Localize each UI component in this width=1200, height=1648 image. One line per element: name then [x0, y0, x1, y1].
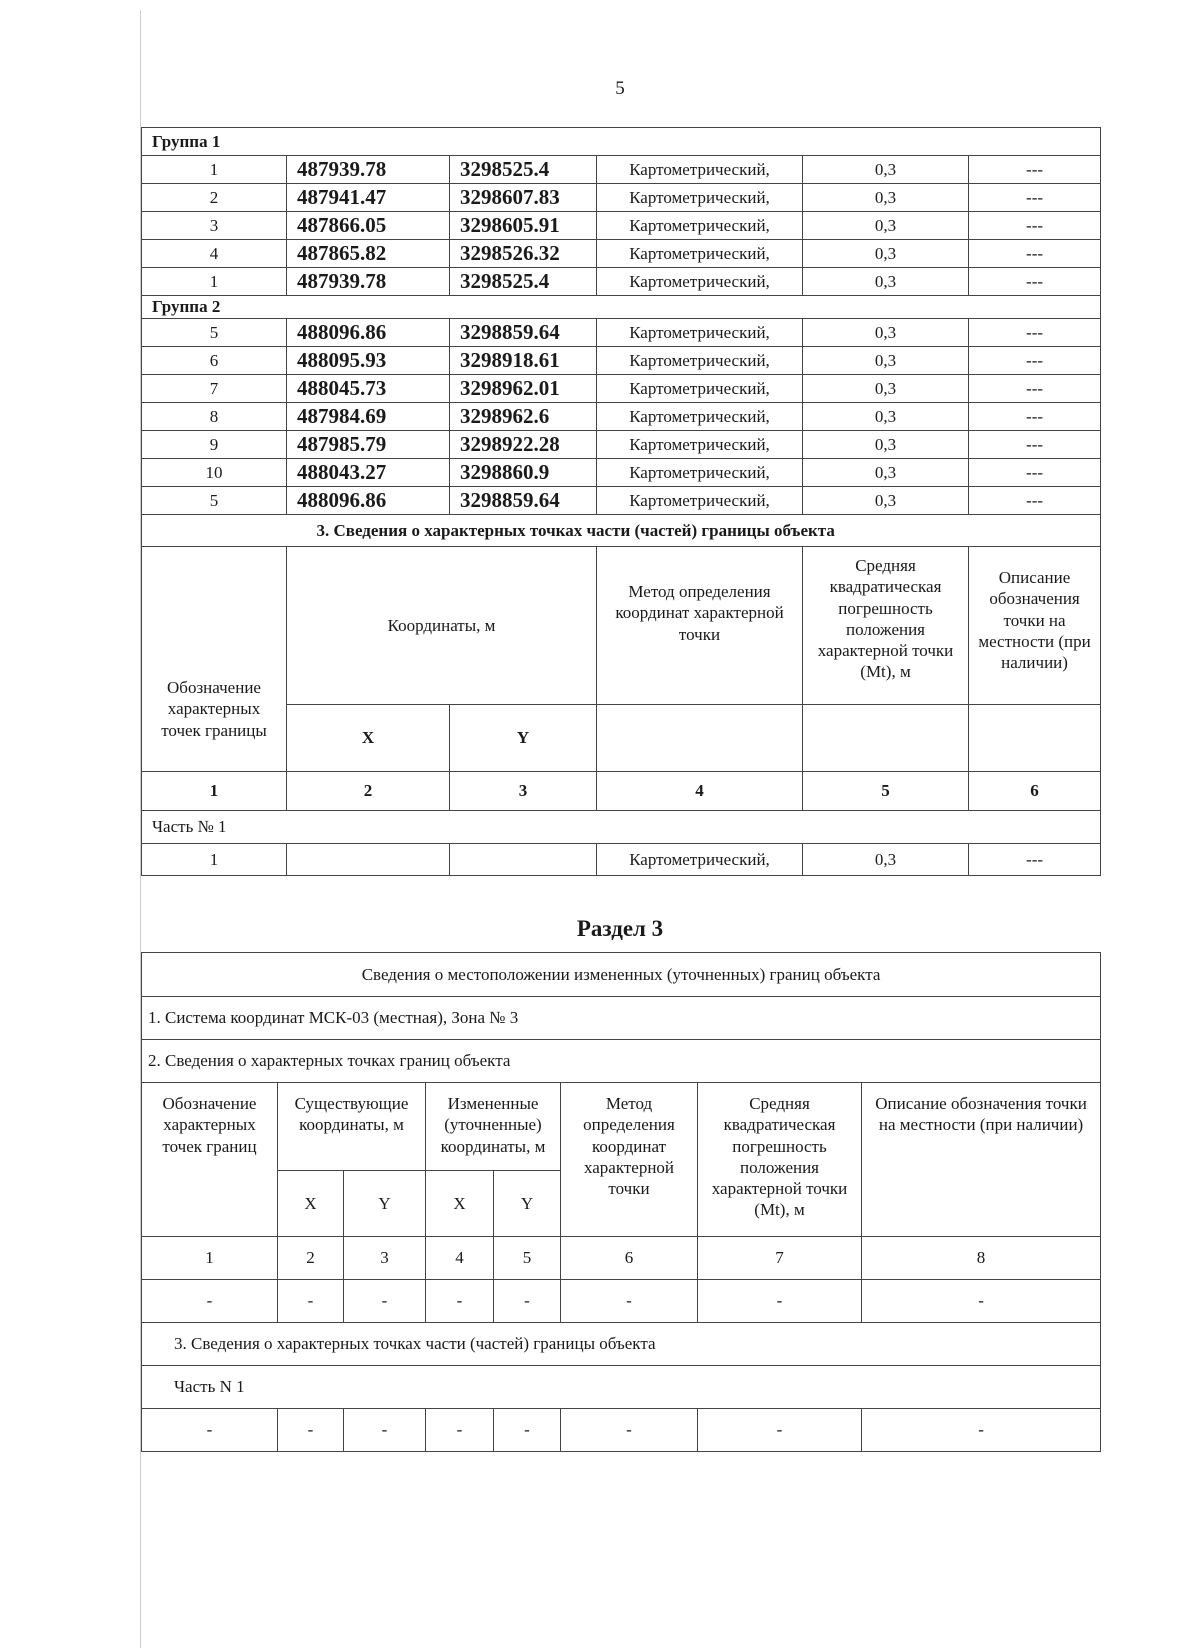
- col-number: 6: [969, 772, 1101, 811]
- empty-cell: -: [561, 1280, 698, 1323]
- table-row: [142, 347, 1101, 375]
- coord-system-row: [142, 997, 1101, 1040]
- coord-y: 3298922.28: [450, 431, 597, 459]
- part-header-row: [142, 1366, 1101, 1409]
- method: Картометрический,: [597, 347, 803, 375]
- description: ---: [969, 459, 1101, 487]
- empty-cell: -: [344, 1280, 426, 1323]
- description: ---: [969, 347, 1101, 375]
- section-title: Раздел 3: [576, 916, 664, 941]
- table-row: [142, 1409, 1101, 1452]
- empty-cell: -: [698, 1409, 862, 1452]
- table-row: [142, 375, 1101, 403]
- coord-x: 488096.86: [287, 487, 450, 515]
- empty-cell: -: [494, 1280, 561, 1323]
- changed-boundaries-table: [141, 952, 1101, 1452]
- accuracy: 0,3: [803, 156, 969, 184]
- description: ---: [969, 431, 1101, 459]
- method: Картометрический,: [597, 375, 803, 403]
- coord-y: 3298525.4: [450, 268, 597, 296]
- coord-x: 487941.47: [287, 184, 450, 212]
- description: ---: [969, 487, 1101, 515]
- col-number: 4: [426, 1237, 494, 1280]
- accuracy: 0,3: [803, 431, 969, 459]
- header-y: Y: [344, 1171, 426, 1237]
- page-number: 5: [615, 78, 625, 99]
- point-number: 5: [142, 319, 287, 347]
- method: Картометрический,: [597, 487, 803, 515]
- point-number: 3: [142, 212, 287, 240]
- points-title-row: [142, 1040, 1101, 1083]
- table-row: [142, 240, 1101, 268]
- header-y: Y: [450, 705, 597, 772]
- table-row: [142, 156, 1101, 184]
- empty-cell: -: [862, 1280, 1101, 1323]
- boundary-points-table: [141, 127, 1101, 876]
- table-row: [142, 431, 1101, 459]
- description: ---: [969, 375, 1101, 403]
- accuracy: 0,3: [803, 184, 969, 212]
- coord-x: 487865.82: [287, 240, 450, 268]
- coord-y: 3298607.83: [450, 184, 597, 212]
- description: ---: [969, 156, 1101, 184]
- points-title: 2. Сведения о характерных точках границ объекта: [142, 1040, 1101, 1083]
- column-numbers-row: [142, 772, 1101, 811]
- table-caption: Сведения о местоположении измененных (уточненных) границ объекта: [142, 953, 1101, 997]
- coord-y: 3298918.61: [450, 347, 597, 375]
- part-label: Часть N 1: [142, 1366, 1101, 1409]
- table-row: [142, 184, 1101, 212]
- method: Картометрический,: [597, 403, 803, 431]
- coord-y: 3298526.32: [450, 240, 597, 268]
- col-number: 4: [597, 772, 803, 811]
- method: Картометрический,: [597, 319, 803, 347]
- coord-y: 3298525.4: [450, 156, 597, 184]
- header-row: [142, 547, 1101, 705]
- part-header-row: [142, 811, 1101, 844]
- point-number: 9: [142, 431, 287, 459]
- coord-x: 488045.73: [287, 375, 450, 403]
- point-number: 4: [142, 240, 287, 268]
- header-x: X: [287, 705, 450, 772]
- coord-y: 3298860.9: [450, 459, 597, 487]
- table-row: [142, 403, 1101, 431]
- coord-y: 3298962.01: [450, 375, 597, 403]
- group-label: Группа 1: [142, 128, 1101, 156]
- header-designation: Обозначение характерных точек границы: [142, 547, 287, 772]
- coord-x: 488095.93: [287, 347, 450, 375]
- col-number: 8: [862, 1237, 1101, 1280]
- header-coordinates: Координаты, м: [287, 547, 597, 705]
- header-x: X: [278, 1171, 344, 1237]
- coord-y: 3298605.91: [450, 212, 597, 240]
- empty-cell: -: [561, 1409, 698, 1452]
- coord-x: 487939.78: [287, 268, 450, 296]
- method: Картометрический,: [597, 184, 803, 212]
- header-method: Метод определения координат характерной точки: [561, 1083, 698, 1237]
- accuracy: 0,3: [803, 459, 969, 487]
- empty-cell: -: [278, 1409, 344, 1452]
- description: ---: [969, 403, 1101, 431]
- accuracy: 0,3: [803, 844, 969, 876]
- accuracy: 0,3: [803, 347, 969, 375]
- accuracy: 0,3: [803, 487, 969, 515]
- point-number: 5: [142, 487, 287, 515]
- empty-cell: -: [142, 1409, 278, 1452]
- description: ---: [969, 319, 1101, 347]
- coord-y: [450, 844, 597, 876]
- method: Картометрический,: [597, 240, 803, 268]
- table-row: [142, 1280, 1101, 1323]
- point-number: 2: [142, 184, 287, 212]
- group-header-row: [142, 296, 1101, 319]
- header-row: [142, 1083, 1101, 1171]
- accuracy: 0,3: [803, 375, 969, 403]
- col-number: 5: [803, 772, 969, 811]
- header-method: Метод определения координат характерной точки: [597, 547, 803, 705]
- point-number: 1: [142, 268, 287, 296]
- table-row: [142, 487, 1101, 515]
- method: Картометрический,: [597, 844, 803, 876]
- header-accuracy: Средняя квадратическая погрешность положения характерной точки (Mt), м: [803, 547, 969, 705]
- empty-cell: -: [278, 1280, 344, 1323]
- group-header-row: [142, 128, 1101, 156]
- point-number: 6: [142, 347, 287, 375]
- parts-section-title: 3. Сведения о характерных точках части (частей) границы объекта: [287, 515, 1101, 547]
- accuracy: 0,3: [803, 268, 969, 296]
- coord-x: 487985.79: [287, 431, 450, 459]
- coord-y: 3298859.64: [450, 487, 597, 515]
- header-designation: Обозначение характерных точек границ: [142, 1083, 278, 1237]
- description: ---: [969, 268, 1101, 296]
- description: ---: [969, 844, 1101, 876]
- col-number: 5: [494, 1237, 561, 1280]
- empty-cell: -: [698, 1280, 862, 1323]
- empty-cell: -: [862, 1409, 1101, 1452]
- parts-title-row: [142, 1323, 1101, 1366]
- header-description: Описание обозначения точки на местности (при наличии): [862, 1083, 1101, 1237]
- empty-cell: -: [494, 1409, 561, 1452]
- col-number: 6: [561, 1237, 698, 1280]
- empty-cell: -: [344, 1409, 426, 1452]
- parts-section-title: 3. Сведения о характерных точках части (частей) границы объекта: [142, 1323, 1101, 1366]
- header-y: Y: [494, 1171, 561, 1237]
- point-number: 1: [142, 844, 287, 876]
- coord-x: 487939.78: [287, 156, 450, 184]
- point-number: 7: [142, 375, 287, 403]
- empty-cell: -: [426, 1409, 494, 1452]
- coord-system: 1. Система координат МСК-03 (местная), Зона № 3: [142, 997, 1101, 1040]
- parts-title-row: [142, 515, 1101, 547]
- header-changed-coords: Измененные (уточненные) координаты, м: [426, 1083, 561, 1171]
- method: Картометрический,: [597, 459, 803, 487]
- header-existing-coords: Существующие координаты, м: [278, 1083, 426, 1171]
- coord-y: 3298962.6: [450, 403, 597, 431]
- empty-cell: -: [426, 1280, 494, 1323]
- group-label: Группа 2: [142, 296, 1101, 319]
- table-row: [142, 459, 1101, 487]
- col-number: 1: [142, 772, 287, 811]
- point-number: 8: [142, 403, 287, 431]
- method: Картометрический,: [597, 268, 803, 296]
- point-number: 1: [142, 156, 287, 184]
- table-row: [142, 212, 1101, 240]
- col-number: 2: [278, 1237, 344, 1280]
- coord-y: 3298859.64: [450, 319, 597, 347]
- header-x: X: [426, 1171, 494, 1237]
- column-numbers-row: [142, 1237, 1101, 1280]
- col-number: 3: [344, 1237, 426, 1280]
- col-number: 1: [142, 1237, 278, 1280]
- col-number: 7: [698, 1237, 862, 1280]
- table-row: [142, 319, 1101, 347]
- coord-x: 488096.86: [287, 319, 450, 347]
- coord-x: [287, 844, 450, 876]
- description: ---: [969, 184, 1101, 212]
- method: Картометрический,: [597, 156, 803, 184]
- accuracy: 0,3: [803, 212, 969, 240]
- header-description: Описание обозначения точки на местности (при наличии): [969, 547, 1101, 705]
- accuracy: 0,3: [803, 319, 969, 347]
- table-row: [142, 844, 1101, 876]
- point-number: 10: [142, 459, 287, 487]
- coord-x: 488043.27: [287, 459, 450, 487]
- accuracy: 0,3: [803, 403, 969, 431]
- method: Картометрический,: [597, 431, 803, 459]
- part-label: Часть № 1: [142, 811, 1101, 844]
- table-row: [142, 268, 1101, 296]
- empty-cell: -: [142, 1280, 278, 1323]
- col-number: 3: [450, 772, 597, 811]
- col-number: 2: [287, 772, 450, 811]
- method: Картометрический,: [597, 212, 803, 240]
- accuracy: 0,3: [803, 240, 969, 268]
- header-accuracy: Средняя квадратическая погрешность положения характерной точки (Mt), м: [698, 1083, 862, 1237]
- coord-x: 487984.69: [287, 403, 450, 431]
- description: ---: [969, 240, 1101, 268]
- caption-row: [142, 953, 1101, 997]
- description: ---: [969, 212, 1101, 240]
- coord-x: 487866.05: [287, 212, 450, 240]
